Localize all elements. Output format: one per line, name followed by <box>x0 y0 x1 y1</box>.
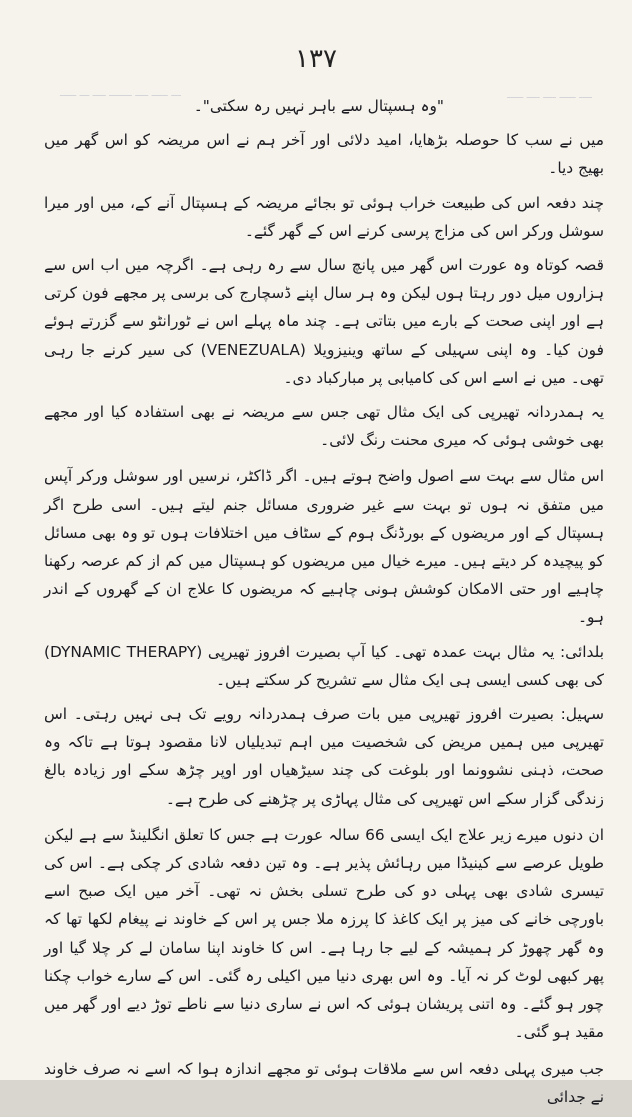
reverse-side-bleed-text: ــــ ـــــ ــــ ــــ ـــــ <box>507 88 592 101</box>
paragraph: ان دنوں میرے زیر علاج ایک ایسی 66 سالہ عورت ہے جس کا تعلق انگلینڈ سے ہے لیکن طویل عرصے سے کینیڈا میں رہائش پذیر ہے۔ وہ تین دفعہ شادی کر چکی ہے۔ اس کی تیسری شادی بھی پہلی دو کی طرح تسلی بخش نہ تھی۔ آخر میں ایک صبح اسے باورچی خانے کی میز پر ایک کاغذ کا پرزہ ملا جس پر اس کے خاوند نے پیغام لکھا تھا کہ وہ گھر چھوڑ کر ہمیشہ کے لیے جا رہا ہے۔ اس کا خاوند اپنا سامان لے کر چلا گیا اور پھر کبھی لوٹ کر نہ آیا۔ وہ اس بھری دنیا میں اکیلی رہ گئی۔ اس کے سارے خواب چکنا چور ہو گئے۔ وہ اتنی پریشان ہوئی کہ اس نے ساری دنیا سے ناطے توڑ دیے اور گھر میں مقید ہو گئی۔ <box>44 825 604 1042</box>
paragraph: اس مثال سے بہت سے اصول واضح ہوتے ہیں۔ اگر ڈاکٹر، نرسیں اور سوشل ورکر آپس میں متفق نہ ہوں تو بہت سے غیر ضروری مسائل جنم لیتے ہیں۔ اسی طرح اگر ہسپتال کے اور مریضوں کے بورڈنگ ہوم کے سٹاف میں اختلافات ہوں تو وہ بھی مسائل کو پیچیدہ کر دیتے ہیں۔ میرے خیال میں مریضوں کو ہسپتال میں کم از کم عرصہ رکھنا چاہیے اور حتی الامکان کوشش ہونی چاہیے کہ مریضوں کا علاج ان کے گھروں کے اندر ہو۔ <box>44 467 604 627</box>
paragraph: چند دفعہ اس کی طبیعت خراب ہوئی تو بجائے مریضہ کے ہسپتال آنے کے، میں اور میرا سوشل ورکر اس کی مزاج پرسی کرنے اس کے گھر گئے۔ <box>44 193 604 240</box>
paragraph: میں نے سب کا حوصلہ بڑھایا، امید دلائی اور آخر ہم نے اس مریضہ کو اس گھر میں بھیج دیا۔ <box>44 131 604 178</box>
paragraph: یہ ہمدردانہ تھیرپی کی ایک مثال تھی جس سے مریضہ نے بھی استفادہ کیا اور مجھے بھی خوشی ہوئی کہ میری محنت رنگ لائی۔ <box>44 403 604 450</box>
page-number: ۱۳۷ <box>295 44 337 74</box>
paragraph: قصہ کوتاہ وہ عورت اس گھر میں پانچ سال سے رہ رہی ہے۔ اگرچہ میں اب اس سے ہزاروں میل دور رہتا ہوں لیکن وہ ہر سال اپنے ڈسچارج کی برسی پر مجھے فون کرتی ہے اور اپنی صحت کے بارے میں بتاتی ہے۔ چند ماہ پہلے اس نے ٹورانٹو سے گزرتے ہوئے فون کیا۔ وہ اپنی سہیلی کے ساتھ وینیزویلا (VENEZUALA) کی سیر کرنے جا رہی تھی۔ میں نے اسے اس کی کامیابی پر مبارکباد دی۔ <box>44 256 604 387</box>
paragraph: سہیل: بصیرت افروز تھیرپی میں بات صرف ہمدردانہ رویے تک ہی نہیں رہتی۔ اس تھیرپی میں ہمیں مریض کی شخصیت میں اہم تبدیلیاں لانا مقصود ہوتا ہے تاکہ وہ صحت، ذہنی نشوونما اور بلوغت کی چند سیڑھیاں اور اوپر چڑھ سکے اور زیادہ بالغ زندگی گزار سکے اس تھیرپی کی مثال پہاڑی پر چڑھنے کی طرح ہے۔ <box>44 705 604 808</box>
reverse-side-bleed-text: ـــ ـــــ ــــ ـــــــ ــــ ـــ ـــــ <box>60 86 181 99</box>
paragraph: بلدائی: یہ مثال بہت عمدہ تھی۔ کیا آپ بصیرت افروز تھیرپی (DYNAMIC THERAPY) کی بھی کسی ایسی ہی ایک مثال سے تشریح کر سکتے ہیں۔ <box>44 642 604 689</box>
paragraph: جب میری پہلی دفعہ اس سے ملاقات ہوئی تو مجھے اندازہ ہوا کہ اسے نہ صرف خاوند نے جدائی <box>44 1059 604 1106</box>
paragraph: "وہ ہسپتال سے باہر نہیں رہ سکتی"۔ <box>193 97 444 115</box>
page-body-text <box>44 92 604 1117</box>
